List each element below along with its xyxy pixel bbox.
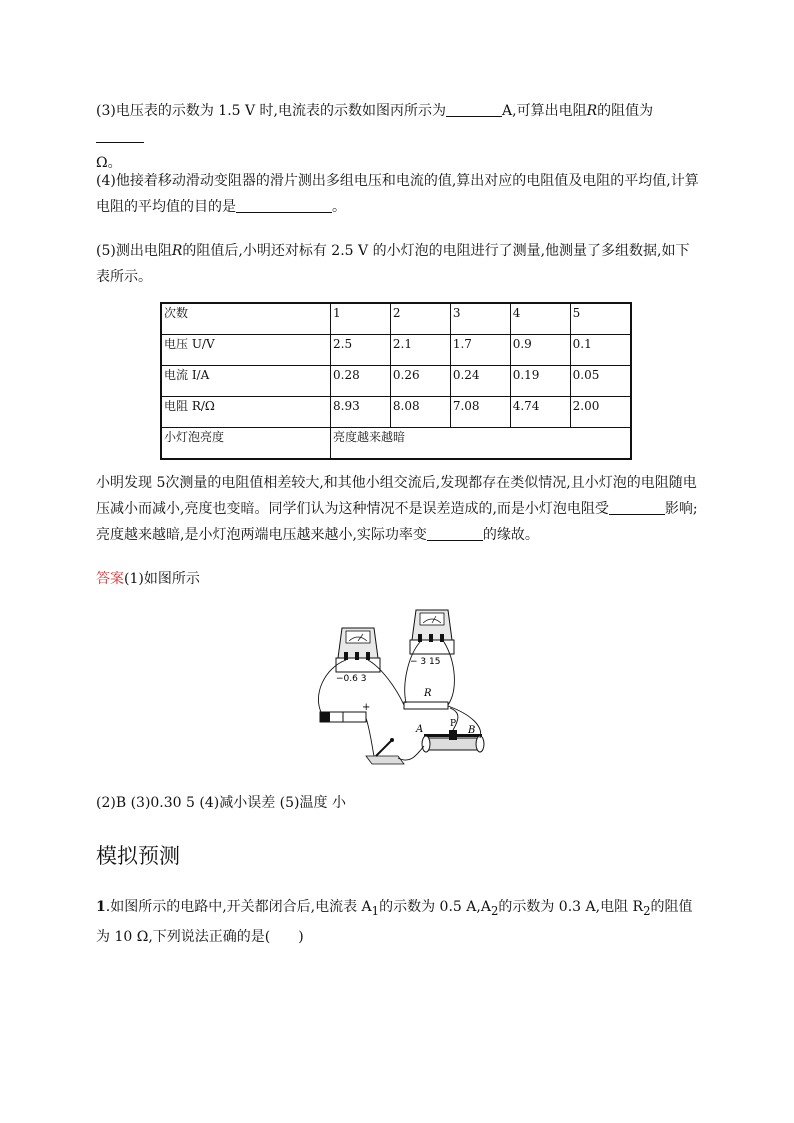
resistor-icon bbox=[404, 702, 448, 709]
question-3: (3)电压表的示数为 1.5 V 时,电流表的示数如图丙所示为 A,可算出电阻R的阻值为 Ω。 bbox=[96, 103, 654, 171]
table-row: 小灯泡亮度 亮度越来越暗 bbox=[161, 428, 631, 460]
conclusion-paragraph: 小明发现 5次测量的电阻值相差较大,和其他小组交流后,发现都存在类似情况,且小灯泡的电阻随电压减小而减小,亮度也变暗。同学们认为这种情况不是误差造成的,而是小灯泡电阻受 影响;亮度越来越暗,是小灯泡两端电压越来越小,实际功率变 的缘故。 bbox=[96, 475, 698, 543]
answer-line: 答案(1)如图所示 bbox=[96, 571, 200, 587]
rheostat-label-b: B bbox=[468, 725, 476, 736]
ammeter-icon bbox=[336, 628, 380, 672]
question-1: 1.如图所示的电路中,开关都闭合后,电流表 $A_1$的示数为 0.5 $A,A_2$的示数为 0.3 A,电阻 $R_2$的阻值为 10 Ω,下列说法正确的是( ) bbox=[96, 899, 693, 945]
resistor-label: R bbox=[424, 688, 432, 699]
answers-summary: (2)B (3)0.30 5 (4)减小误差 (5)温度 小 bbox=[96, 795, 346, 811]
question-4: (4)他接着移动滑动变阻器的滑片测出多组电压和电流的值,算出对应的电阻值及电阻的平均值,计算电阻的平均值的目的是 。 bbox=[96, 173, 699, 215]
answer-blank bbox=[96, 127, 144, 143]
table-row: 电压 U/V 2.5 2.1 1.7 0.9 0.1 bbox=[161, 335, 631, 366]
voltmeter-terminals: − 3 15 bbox=[410, 657, 441, 667]
question-5: (5)测出电阻R的阻值后,小明还对标有 2.5 V 的小灯泡的电阻进行了测量,他测量了多组数据,如下表所示。 bbox=[96, 243, 690, 285]
ammeter-terminals: −0.6 3 bbox=[336, 674, 367, 684]
answer-blank bbox=[609, 499, 665, 515]
battery-plus: + bbox=[362, 702, 371, 713]
rheostat-label-a: A bbox=[416, 724, 424, 735]
section-title: 模拟预测 bbox=[96, 844, 180, 868]
answer-blank bbox=[236, 197, 332, 213]
answer-label: 答案 bbox=[96, 571, 124, 587]
rheostat-label-p: P bbox=[450, 719, 457, 729]
table-row: 次数 1 2 3 4 5 bbox=[161, 303, 631, 335]
table-row: 电阻 R/Ω 8.93 8.08 7.08 4.74 2.00 bbox=[161, 397, 631, 428]
answer-blank bbox=[427, 525, 483, 541]
circuit-drawing bbox=[300, 606, 500, 778]
answer-blank bbox=[446, 101, 502, 117]
q3-text: (3)电压表的示数为 1.5 V 时,电流表的示数如图丙所示为 bbox=[96, 103, 447, 119]
table-row: 电流 I/A 0.28 0.26 0.24 0.19 0.05 bbox=[161, 366, 631, 397]
battery-icon bbox=[320, 712, 366, 722]
circuit-figure bbox=[300, 606, 500, 778]
measurement-table bbox=[160, 302, 632, 460]
